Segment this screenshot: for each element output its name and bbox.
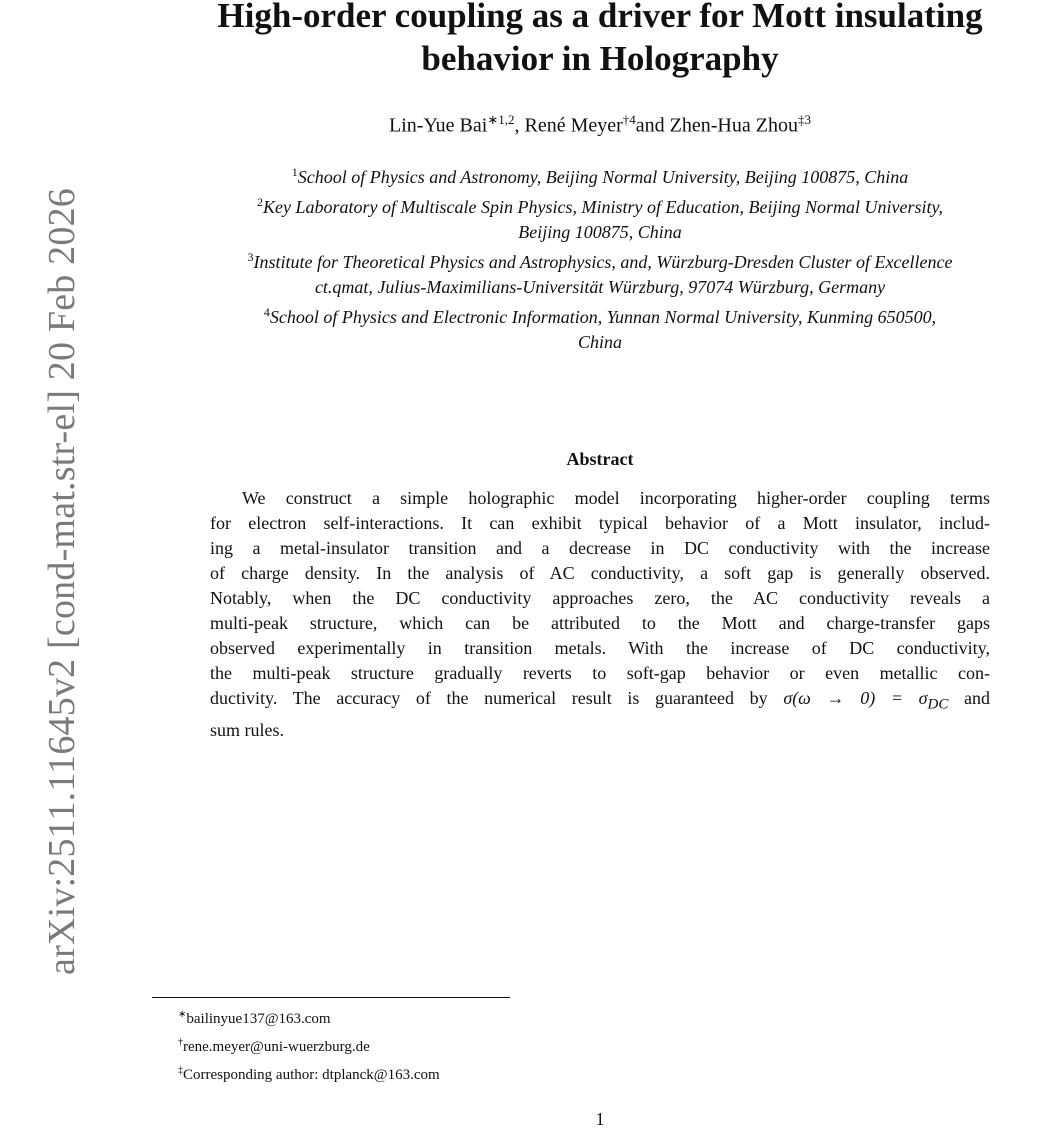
affiliation-number: 4 <box>263 305 270 319</box>
footnote-email: Corresponding author: dtplanck@163.com <box>183 1067 440 1083</box>
affiliation-item <box>150 300 1043 355</box>
footnote-mark: ‡ <box>178 1065 183 1076</box>
affiliation-item <box>150 160 1043 190</box>
author-name: Lin-Yue Bai <box>389 114 488 137</box>
abstract-line: the multi-peak structure gradually reverts to soft-gap behavior or even metallic con- <box>210 663 990 683</box>
affiliation-text-continued: ct.qmat, Julius-Maximilians-Universität Würzburg, 97074 Würzburg, Germany <box>314 277 886 297</box>
affiliation-text: School of Physics and Electronic Information, Yunnan Normal University, Kunming 650500, <box>269 307 937 327</box>
conductivity-formula: $\sigma(\omega \to 0) = \sigma_{DC}$ <box>783 688 949 713</box>
footnote-divider <box>152 997 510 998</box>
footnote-item <box>178 1031 440 1059</box>
abstract-line: Notably, when the DC conductivity approaches zero, the AC conductivity reveals a <box>210 588 990 608</box>
abstract-line: ductivity. The accuracy of the numerical result is guaranteed by <box>210 688 768 708</box>
author-name: René Meyer <box>524 114 623 137</box>
formula-subscript: DC <box>927 696 949 713</box>
title-line-2: behavior in Holography <box>421 39 779 78</box>
paper-title <box>150 0 1043 80</box>
formula-trailing-text: and <box>948 688 990 708</box>
abstract-body <box>210 486 990 743</box>
footnote-mark: ∗ <box>178 1009 187 1020</box>
footnote-item <box>178 1003 440 1031</box>
affiliation-text: Institute for Theoretical Physics and Astrophysics, and, Würzburg-Dresden Cluster of Excellence <box>253 252 953 272</box>
affiliation-item <box>150 245 1043 300</box>
affiliation-list <box>150 160 1043 355</box>
abstract-line: multi-peak structure, which can be attributed to the Mott and charge-transfer gaps <box>210 613 990 633</box>
author-marks: †4 <box>622 112 636 127</box>
author-list: Lin-Yue Bai$^{∗1,2}$, René Meyer$^{\dagger 4}$and Zhen-Hua Zhou$^{\ddagger 3}$ <box>389 112 811 137</box>
author-name: Zhen-Hua Zhou <box>669 114 798 137</box>
footnote-email: rene.meyer@uni-wuerzburg.de <box>183 1039 370 1055</box>
page-number: 1 <box>595 1109 605 1129</box>
abstract-heading: Abstract <box>566 449 634 469</box>
abstract-line: We construct a simple holographic model incorporating higher-order coupling terms <box>242 488 990 508</box>
footnote-list <box>178 1003 440 1087</box>
affiliation-number: 1 <box>291 165 298 179</box>
title-line-1: High-order coupling as a driver for Mott insulating <box>217 0 983 35</box>
footnote-item <box>178 1059 440 1087</box>
footnote-mark: † <box>178 1037 183 1048</box>
arxiv-identifier: arXiv:2511.11645v2 [cond-mat.str-el] 20 Feb 2026 <box>41 188 83 975</box>
affiliation-text-continued: China <box>577 332 622 352</box>
author-marks: ∗1,2 <box>487 112 515 127</box>
author-marks: ‡3 <box>797 112 811 127</box>
abstract-line-with-formula <box>210 686 990 718</box>
abstract-line: observed experimentally in transition metals. With the increase of DC conductivity, <box>210 638 990 658</box>
abstract-line: for electron self-interactions. It can exhibit typical behavior of a Mott insulator, includ- <box>210 513 990 533</box>
affiliation-item <box>150 190 1043 245</box>
abstract-line: of charge density. In the analysis of AC conductivity, a soft gap is generally observed. <box>210 563 990 583</box>
abstract-line: sum rules. <box>210 719 284 740</box>
affiliation-text-continued: Beijing 100875, China <box>518 222 682 242</box>
footnote-email: bailinyue137@163.com <box>186 1011 331 1027</box>
affiliation-number: 3 <box>247 250 254 264</box>
affiliation-number: 2 <box>257 195 264 209</box>
affiliation-text: Key Laboratory of Multiscale Spin Physics, Ministry of Education, Beijing Normal University, <box>263 197 943 217</box>
abstract-line: ing a metal-insulator transition and a decrease in DC conductivity with the increase <box>210 538 990 558</box>
affiliation-text: School of Physics and Astronomy, Beijing Normal University, Beijing 100875, China <box>297 167 909 187</box>
